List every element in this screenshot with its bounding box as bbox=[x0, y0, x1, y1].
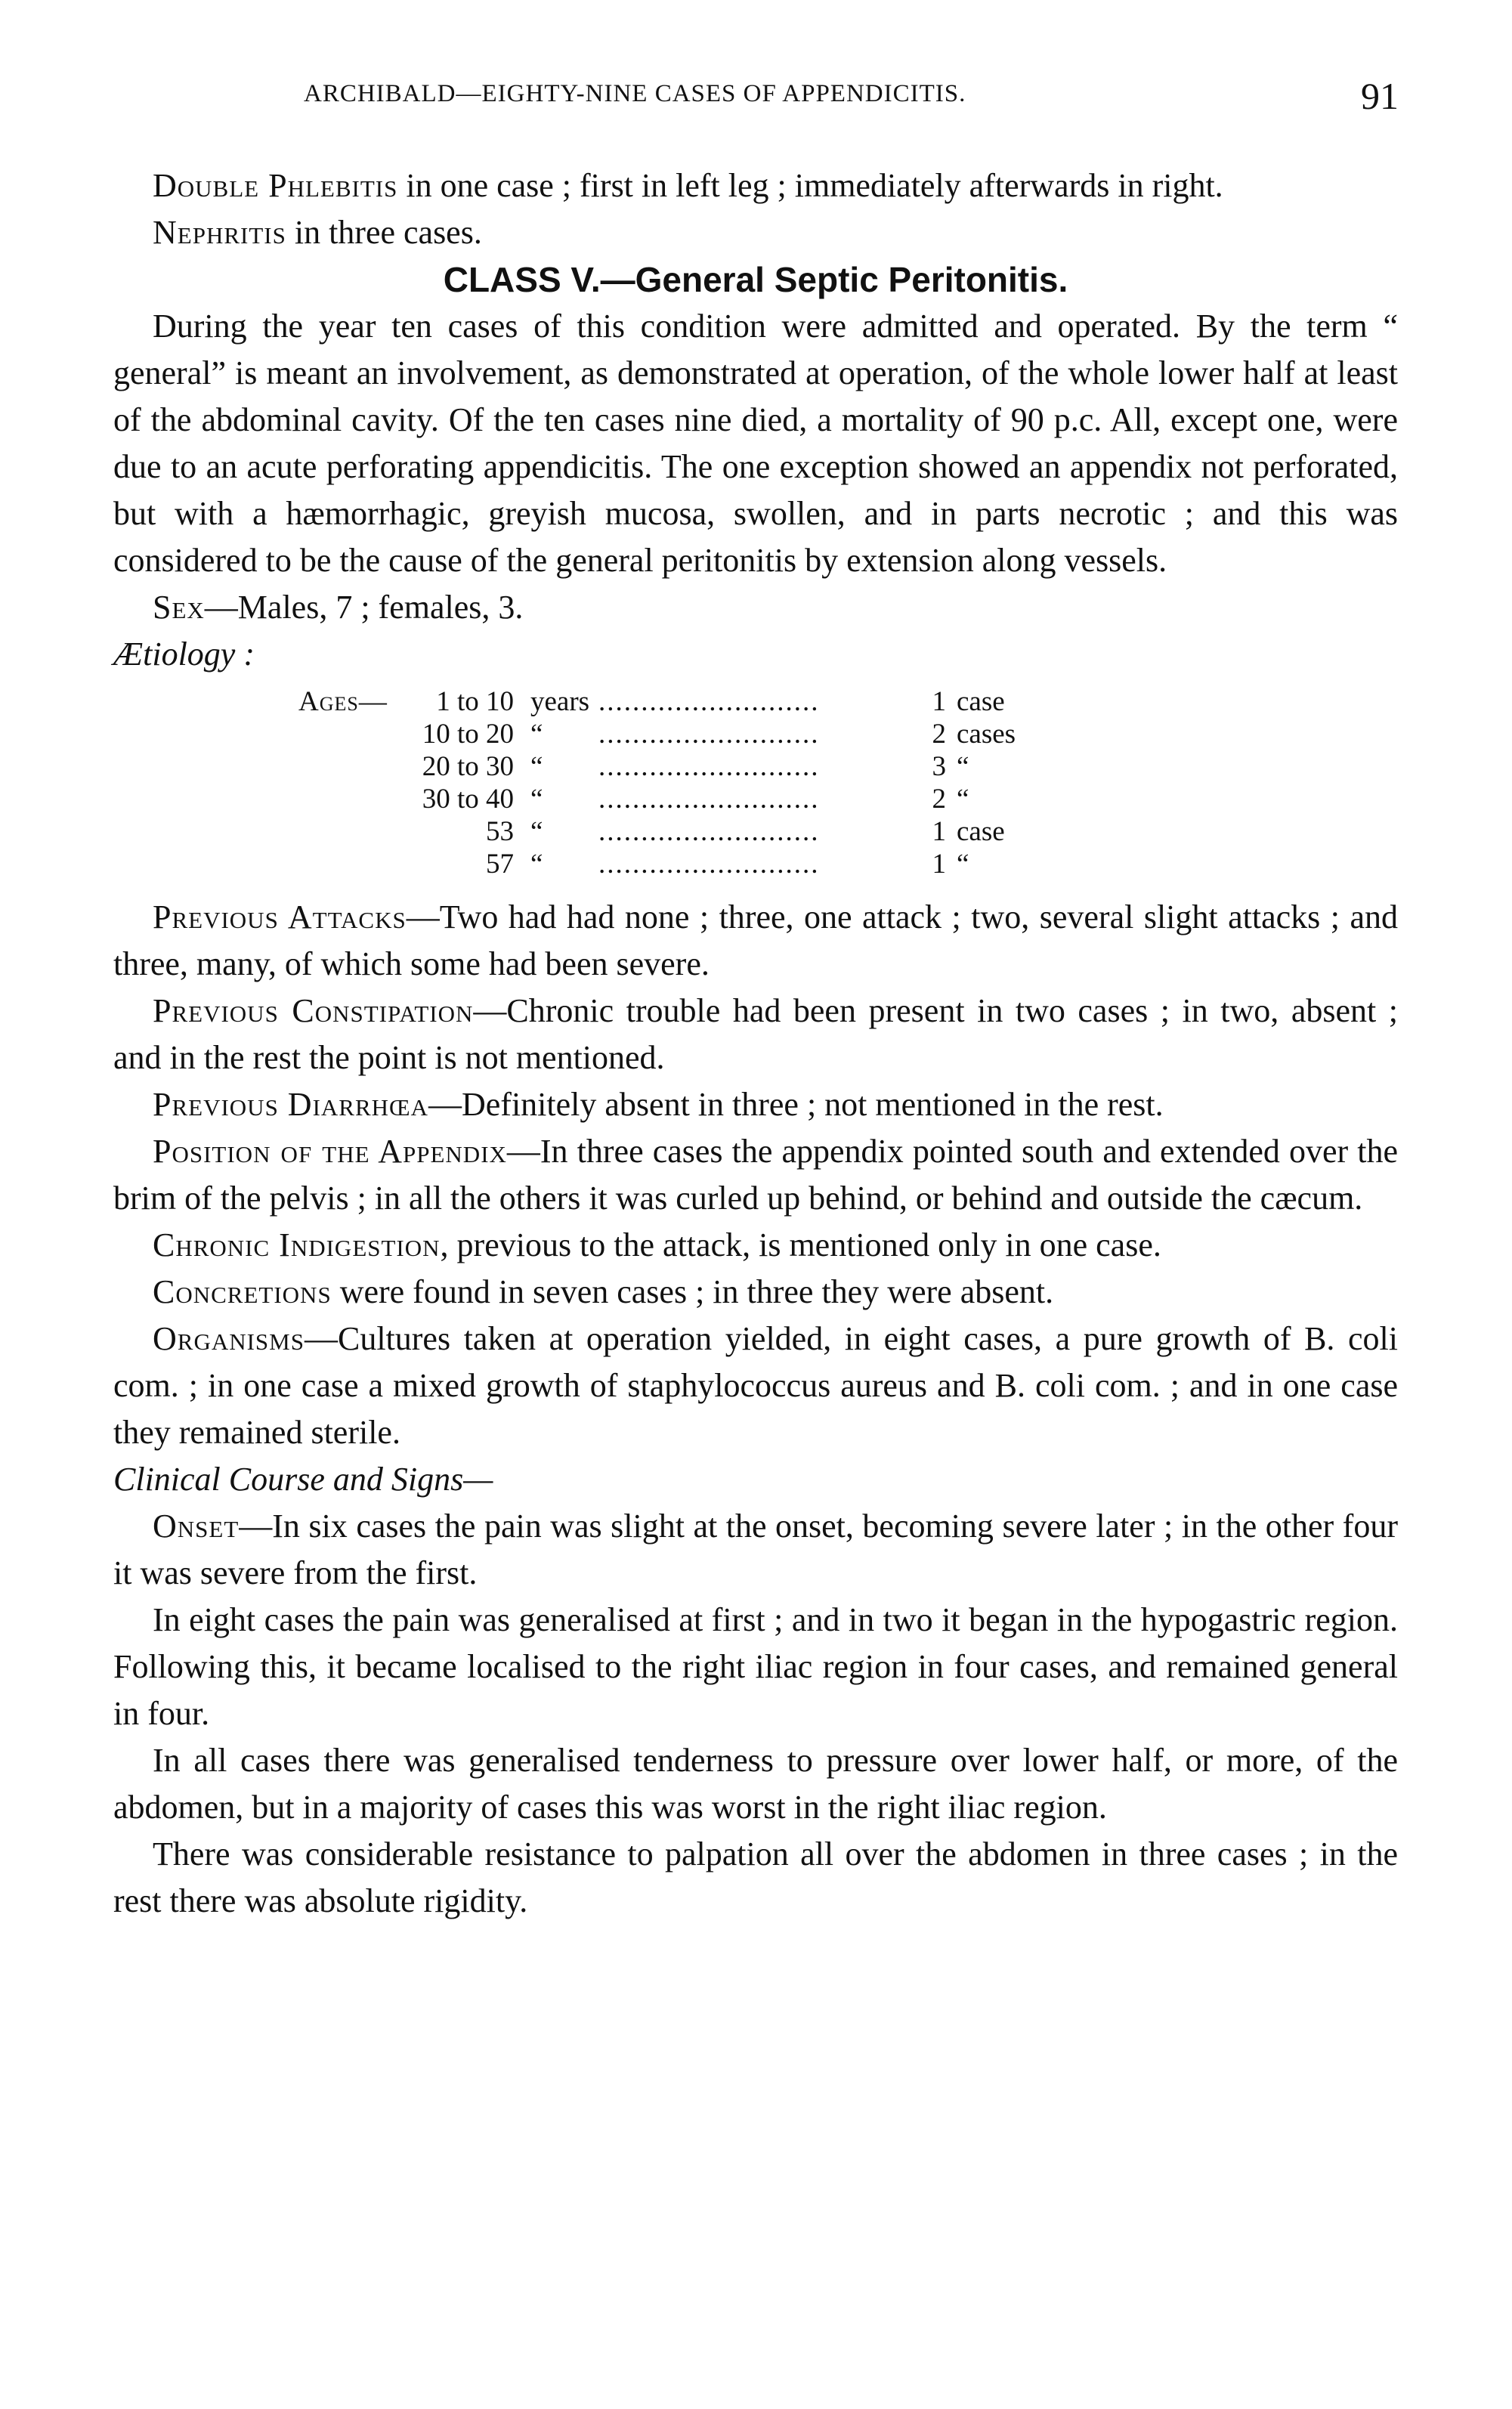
case-word: “ bbox=[957, 751, 969, 782]
run-in-heading: Nephritis bbox=[153, 214, 286, 251]
table-row bbox=[298, 685, 1062, 718]
case-word: case bbox=[957, 816, 1005, 847]
paragraph-nephritis bbox=[113, 209, 1398, 256]
age-range: 53 bbox=[486, 816, 514, 847]
table-row bbox=[298, 848, 1062, 880]
case-count: 1 bbox=[932, 686, 946, 717]
run-in-heading: Chronic Indigestion bbox=[153, 1226, 441, 1263]
paragraph-position-of-appendix bbox=[113, 1128, 1398, 1222]
run-in-heading: Onset bbox=[153, 1508, 240, 1545]
run-in-heading: Concretions bbox=[153, 1273, 332, 1310]
paragraph-text: in three cases. bbox=[286, 214, 482, 251]
page-number: 91 bbox=[1361, 75, 1399, 117]
run-in-heading: Previous Attacks bbox=[153, 898, 407, 935]
paragraph-previous-attacks bbox=[113, 894, 1398, 988]
leader-dots: .......................... bbox=[598, 751, 820, 782]
age-range: 10 to 20 bbox=[422, 719, 514, 750]
case-word: “ bbox=[957, 784, 969, 815]
age-unit: “ bbox=[530, 816, 543, 847]
case-word: cases bbox=[957, 719, 1016, 750]
age-unit: “ bbox=[530, 751, 543, 782]
paragraph-sex bbox=[113, 584, 1398, 631]
paragraph-text: —Cultures taken at operation yielded, in eight cases, a pure growth of B. coli com. ; in one case a mixed growth of staphylococcus aureus and B. coli com. ; and in one case they remained sterile. bbox=[113, 1320, 1398, 1451]
run-in-heading: Previous Diarrhœa bbox=[153, 1086, 428, 1123]
case-count: 2 bbox=[932, 784, 946, 815]
paragraph-pain-location: In eight cases the pain was generalised at first ; and in two it began in the hypogastric region. Following this, it became localised to the right iliac region in four cases, and remained general in four. bbox=[113, 1601, 1398, 1732]
paragraph-text: —In six cases the pain was slight at the onset, becoming severe later ; in the other four it was severe from the first. bbox=[113, 1508, 1398, 1591]
paragraph-tenderness: In all cases there was generalised tenderness to pressure over lower half, or more, of the abdomen, but in a majority of cases this was worst in the right iliac region. bbox=[113, 1742, 1398, 1826]
leader-dots: .......................... bbox=[598, 849, 820, 880]
table-row bbox=[298, 783, 1062, 815]
table-row bbox=[298, 815, 1062, 848]
page-header bbox=[113, 74, 1399, 119]
case-count: 1 bbox=[932, 816, 946, 847]
paragraph-text: —Males, 7 ; females, 3. bbox=[204, 589, 524, 626]
paragraph-text: in one case ; first in left leg ; immediately afterwards in right. bbox=[397, 167, 1223, 204]
run-in-heading: Double Phlebitis bbox=[153, 167, 398, 204]
case-count: 3 bbox=[932, 751, 946, 782]
table-row bbox=[298, 718, 1062, 750]
run-in-heading: Previous Constipation bbox=[153, 992, 474, 1029]
paragraph-previous-constipation bbox=[113, 988, 1398, 1081]
run-in-heading: Organisms bbox=[153, 1320, 305, 1357]
run-in-heading: Sex bbox=[153, 589, 205, 626]
leader-dots: .......................... bbox=[598, 686, 820, 717]
age-unit: years bbox=[530, 686, 590, 717]
body-text bbox=[113, 162, 1398, 1925]
paragraph-text: —In three cases the appendix pointed south and extended over the brim of the pelvis ; in all the others it was curled up behind, or behind and outside the cæcum. bbox=[113, 1133, 1399, 1217]
paragraph-organisms bbox=[113, 1316, 1398, 1456]
run-in-heading: Position of the Appendix bbox=[153, 1133, 507, 1170]
case-word: case bbox=[957, 686, 1005, 717]
aetiology-heading: Ætiology : bbox=[113, 635, 255, 673]
age-range: 20 to 30 bbox=[422, 751, 514, 782]
case-word: “ bbox=[957, 849, 969, 880]
paragraph-concretions bbox=[113, 1269, 1398, 1316]
paragraph-previous-diarrhoea bbox=[113, 1081, 1398, 1128]
clinical-course-heading: Clinical Course and Signs— bbox=[113, 1461, 493, 1498]
age-unit: “ bbox=[530, 849, 543, 880]
leader-dots: .......................... bbox=[598, 816, 820, 847]
paragraph-intro: During the year ten cases of this condition were admitted and operated. By the term “ general” is meant an involvement, as demonstrated at operation, of the whole lower half at least of the abdominal cavity. Of the ten cases nine died, a mortality of 90 p.c. All, except one, were due to an acute perforating appendicitis. The one exception showed an appendix not perforated, but with a hæmorrhagic, greyish mucosa, swollen, and in parts necrotic ; and this was considered to be the cause of the general peritonitis by extension along vessels. bbox=[113, 308, 1398, 579]
paragraph-double-phlebitis bbox=[113, 162, 1398, 209]
case-count: 2 bbox=[932, 719, 946, 750]
paragraph-text: —Two had had none ; three, one attack ; two, several slight attacks ; and three, many, of which some had been severe. bbox=[113, 898, 1398, 982]
paragraph-text: —Chronic trouble had been present in two cases ; in two, absent ; and in the rest the point is not mentioned. bbox=[113, 992, 1399, 1076]
running-head: ARCHIBALD—EIGHTY-NINE CASES OF APPENDICITIS. bbox=[304, 80, 966, 107]
age-range: 57 bbox=[486, 849, 514, 880]
table-row bbox=[298, 750, 1062, 783]
age-unit: “ bbox=[530, 719, 543, 750]
age-range: 30 to 40 bbox=[422, 784, 514, 815]
paragraph-chronic-indigestion bbox=[113, 1222, 1398, 1269]
paragraph-text: were found in seven cases ; in three they were absent. bbox=[331, 1273, 1054, 1310]
ages-label: Ages— bbox=[298, 686, 388, 717]
leader-dots: .......................... bbox=[598, 784, 820, 815]
age-range: 1 to 10 bbox=[436, 686, 514, 717]
paragraph-text: , previous to the attack, is mentioned only in one case. bbox=[440, 1226, 1161, 1263]
age-unit: “ bbox=[530, 784, 543, 815]
class-heading: CLASS V.—General Septic Peritonitis. bbox=[443, 260, 1068, 299]
ages-table bbox=[298, 685, 1062, 880]
leader-dots: .......................... bbox=[598, 719, 820, 750]
paragraph-rigidity: There was considerable resistance to palpation all over the abdomen in three cases ; in the rest there was absolute rigidity. bbox=[113, 1835, 1398, 1919]
paragraph-onset bbox=[113, 1503, 1398, 1597]
case-count: 1 bbox=[932, 849, 946, 880]
paragraph-text: —Definitely absent in three ; not mentioned in the rest. bbox=[428, 1086, 1164, 1123]
